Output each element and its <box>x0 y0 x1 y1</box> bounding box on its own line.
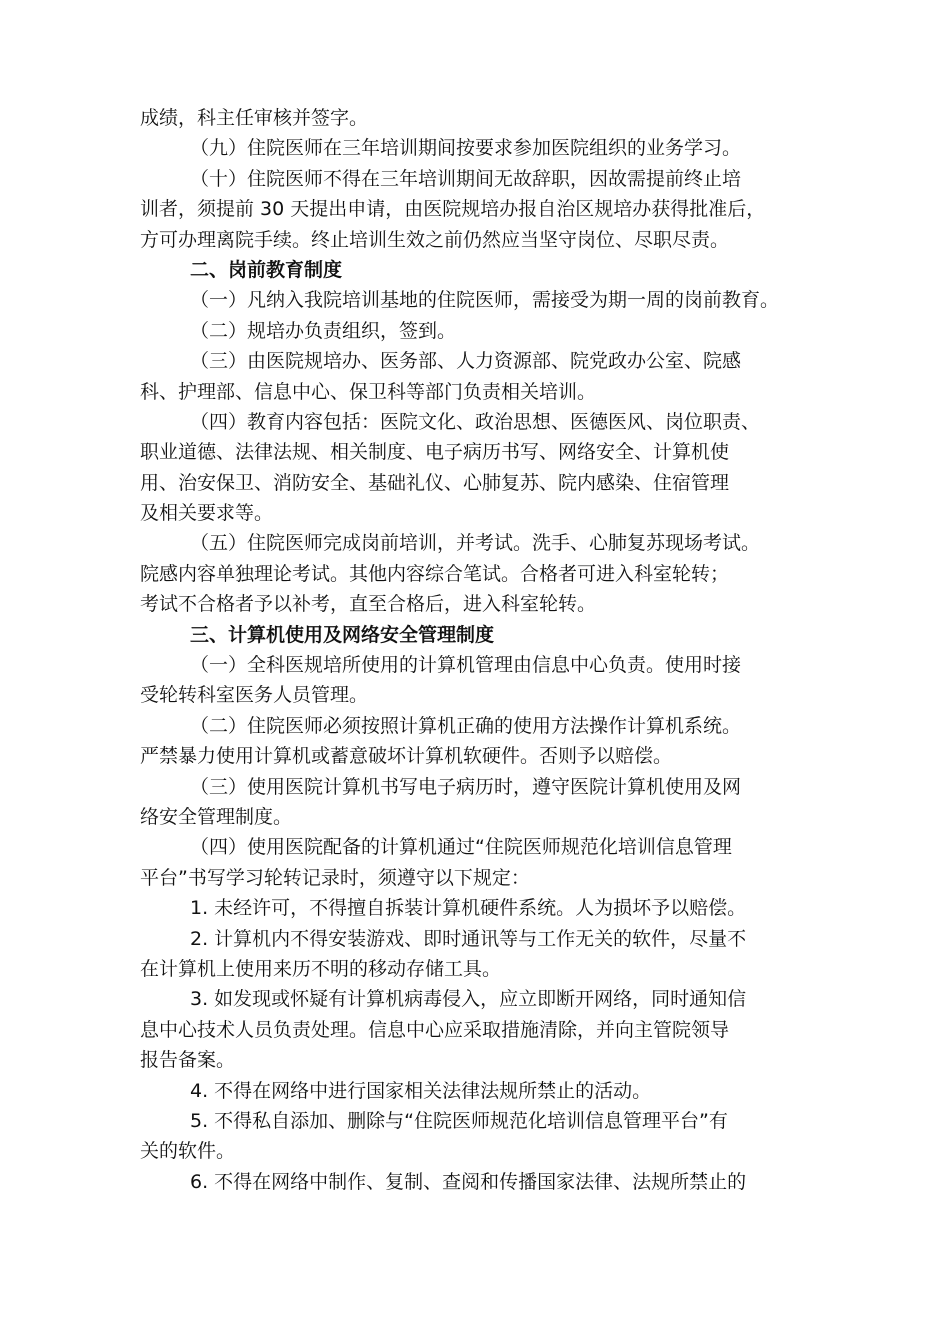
text-line: （九）住院医师在三年培训期间按要求参加医院组织的业务学习。 <box>190 137 742 160</box>
text-line: 及相关要求等。 <box>140 502 274 525</box>
text-line: （十）住院医师不得在三年培训期间无故辞职，因故需提前终止培 <box>190 167 742 190</box>
text-line: 受轮转科室医务人员管理。 <box>140 684 369 707</box>
text-line: 5. 不得私自添加、删除与“住院医师规范化培训信息管理平台”有 <box>190 1109 728 1132</box>
text-line: 3. 如发现或怀疑有计算机病毒侵入，应立即断开网络，同时通知信 <box>190 988 747 1011</box>
section-heading: 二、岗前教育制度 <box>190 258 343 281</box>
text-line: 关的软件。 <box>140 1140 236 1163</box>
text-line: 院感内容单独理论考试。其他内容综合笔试。合格者可进入科室轮转； <box>140 562 730 585</box>
text-line: （四）使用医院配备的计算机通过“住院医师规范化培训信息管理 <box>190 836 732 859</box>
text-line: （二）规培办负责组织，签到。 <box>190 319 457 342</box>
text-line: 训者，须提前 30 天提出申请，由医院规培办报自治区规培办获得批准后， <box>140 198 766 221</box>
text-line: 6. 不得在网络中制作、复制、查阅和传播国家法律、法规所禁止的 <box>190 1170 747 1193</box>
text-line: 息中心技术人员负责处理。信息中心应采取措施清除，并向主管院领导 <box>140 1018 730 1041</box>
text-line: （一）凡纳入我院培训基地的住院医师，需接受为期一周的岗前教育。 <box>190 289 780 312</box>
document-body <box>140 103 830 1197</box>
text-line: 职业道德、法律法规、相关制度、电子病历书写、网络安全、计算机使 <box>140 441 730 464</box>
text-line: （五）住院医师完成岗前培训，并考试。洗手、心肺复苏现场考试。 <box>190 532 761 555</box>
text-line: 科、护理部、信息中心、保卫科等部门负责相关培训。 <box>140 380 597 403</box>
text-line: （三）使用医院计算机书写电子病历时，遵守医院计算机使用及网 <box>190 775 742 798</box>
text-line: 用、治安保卫、消防安全、基础礼仪、心肺复苏、院内感染、住宿管理 <box>140 471 730 494</box>
text-line: 成绩，科主任审核并签字。 <box>140 107 369 129</box>
text-line: （一）全科医规培所使用的计算机管理由信息中心负责。使用时接 <box>190 654 742 677</box>
text-line: 严禁暴力使用计算机或蓄意破坏计算机软硬件。否则予以赔偿。 <box>140 745 673 768</box>
text-line: 1. 未经许可，不得擅自拆装计算机硬件系统。人为损坏予以赔偿。 <box>190 897 747 920</box>
text-line: （三）由医院规培办、医务部、人力资源部、院党政办公室、院感 <box>190 350 742 373</box>
text-line: 4. 不得在网络中进行国家相关法律法规所禁止的活动。 <box>190 1079 652 1102</box>
text-line: 平台”书写学习轮转记录时，须遵守以下规定： <box>140 866 530 889</box>
text-line: 考试不合格者予以补考，直至合格后，进入科室轮转。 <box>140 593 597 616</box>
text-line: （二）住院医师必须按照计算机正确的使用方法操作计算机系统。 <box>190 714 742 737</box>
text-line: 络安全管理制度。 <box>140 805 293 828</box>
text-line: 方可办理离院手续。终止培训生效之前仍然应当坚守岗位、尽职尽责。 <box>140 228 730 251</box>
text-line: （四）教育内容包括：医院文化、政治思想、医德医风、岗位职责、 <box>190 410 761 433</box>
text-line: 在计算机上使用来历不明的移动存储工具。 <box>140 957 502 980</box>
text-line: 报告备案。 <box>140 1049 236 1072</box>
text-line: 2. 计算机内不得安装游戏、即时通讯等与工作无关的软件，尽量不 <box>190 927 747 950</box>
section-heading: 三、计算机使用及网络安全管理制度 <box>190 623 495 646</box>
